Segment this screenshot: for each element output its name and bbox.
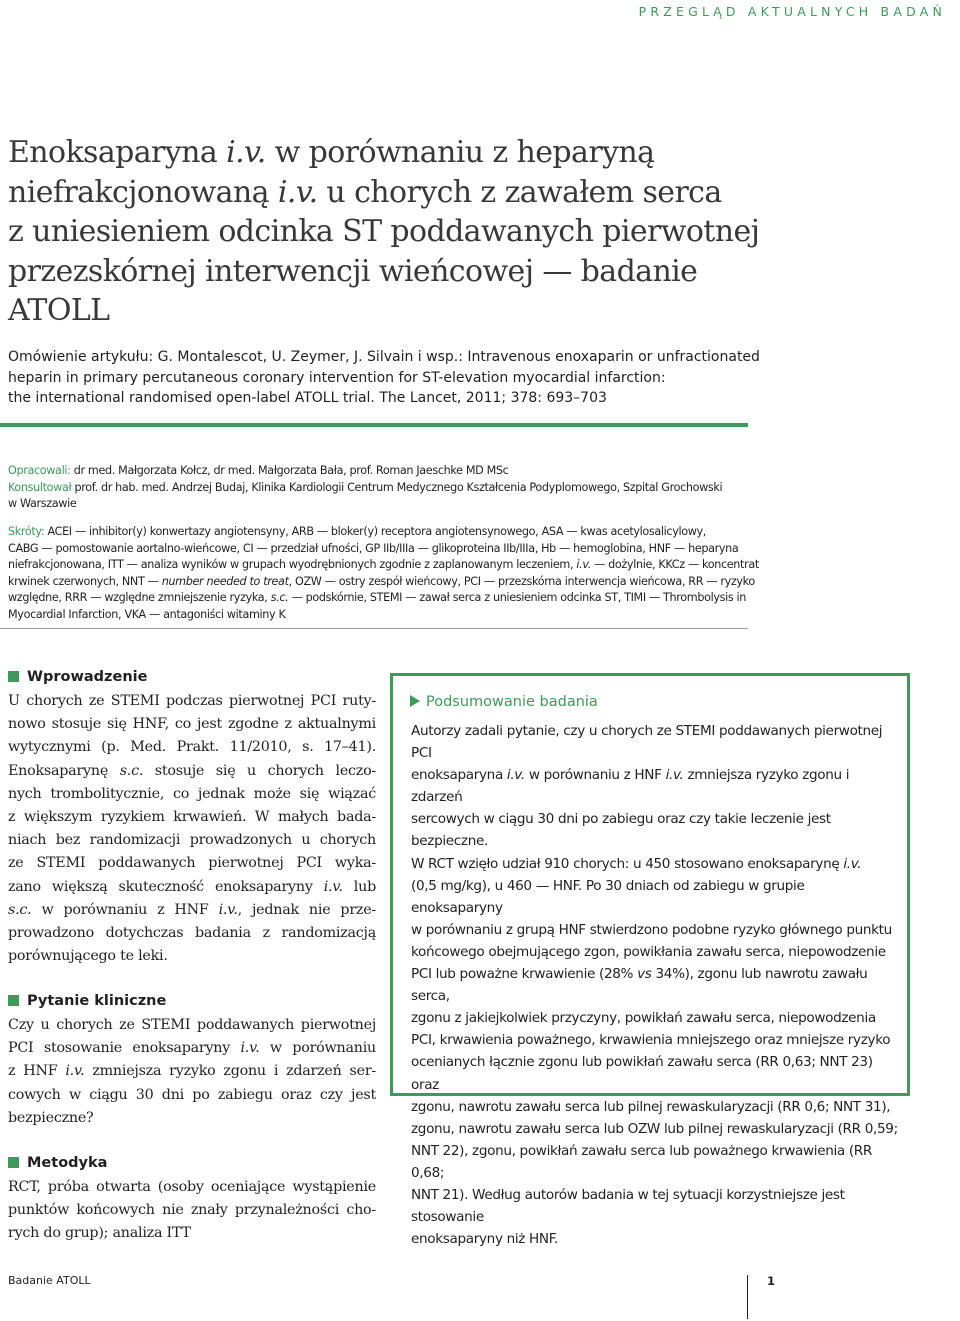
section-divider bbox=[0, 423, 748, 427]
text-line: punktów końcowych nie znały przynależności cho- bbox=[8, 1202, 376, 1219]
intro-heading bbox=[8, 669, 147, 685]
intro-heading-text: Wprowadzenie bbox=[27, 669, 148, 685]
prepared-by-line bbox=[8, 463, 943, 480]
footer-label: Badanie ATOLL bbox=[8, 1274, 91, 1287]
text-line: zano większą skuteczność enoksaparyny i.v. lub bbox=[8, 878, 376, 895]
text-line: z większym ryzykiem krwawień. W małych bada- bbox=[8, 809, 376, 826]
text-line: cowych w ciągu 30 dni po zabiegu oraz czy jest bbox=[8, 1086, 376, 1103]
text-line: sercowych w ciągu 30 dni po zabiegu oraz czy takie leczenie jest bezpieczne. bbox=[411, 811, 831, 850]
article-title bbox=[8, 133, 908, 331]
text-line: porównującego te leki. bbox=[8, 948, 168, 965]
text-line: Czy u chorych ze STEMI poddawanych pierwotnej bbox=[8, 1017, 376, 1033]
prepared-by-label: Opracowali: bbox=[8, 464, 71, 477]
abbreviations-line: niefrakcjonowana, ITT — analiza wyników w grupach wyodrębnionych zgodnie z zaplanowanym leczeniem, i.v. — dożylnie, KKCz — koncentrat bbox=[8, 558, 759, 571]
text-line: z uniesieniem odcinka ST poddawanych pierwotnej bbox=[8, 214, 760, 249]
text-line: PCI stosowanie enoksaparyny i.v. w porównaniu bbox=[8, 1040, 376, 1057]
text-line: enoksaparyny niż HNF. bbox=[411, 1231, 558, 1248]
question-heading-text: Pytanie kliniczne bbox=[27, 993, 167, 1009]
summary-heading bbox=[410, 694, 598, 710]
page-number: 1 bbox=[767, 1274, 776, 1288]
text-line: Autorzy zadali pytanie, czy u chorych ze STEMI poddawanych pierwotnej PCI bbox=[411, 723, 883, 762]
question-heading bbox=[8, 993, 166, 1009]
square-bullet-icon bbox=[8, 995, 19, 1006]
citation-line: Omówienie artykułu: G. Montalescot, U. Zeymer, J. Silvain i wsp.: Intravenous enoxaparin or unfractionated bbox=[8, 349, 760, 365]
consultant-line bbox=[8, 480, 943, 497]
abbreviations-block bbox=[8, 524, 943, 623]
footer-divider bbox=[747, 1275, 748, 1319]
text-line: zgonu, nawrotu zawału serca lub OZW lub pilnej rewaskularyzacji (RR 0,59; bbox=[411, 1120, 898, 1137]
text-line: zgonu, nawrotu zawału serca lub pilnej rewaskularyzacji (RR 0,6; NNT 31), bbox=[411, 1098, 891, 1115]
consultant-affiliation: w Warszawie bbox=[8, 497, 77, 510]
consultant-name: prof. dr hab. med. Andrzej Budaj, Klinika Kardiologii Centrum Medycznego Kształcenia Podyplomowego, Szpital Grochowski bbox=[71, 480, 723, 494]
text-line: RCT, próba otwarta (osoby oceniające wystąpienie bbox=[8, 1179, 376, 1195]
triangle-bullet-icon bbox=[410, 695, 420, 707]
citation-line: the international randomised open-label ATOLL trial. The Lancet, 2011; 378: 693–703 bbox=[8, 390, 607, 406]
text-line: s.c. w porównaniu z HNF i.v., jednak nie prze- bbox=[8, 901, 376, 918]
credits-block bbox=[8, 463, 943, 513]
text-line: ocenianych łącznie zgonu lub powikłań zawału serca (RR 0,63; NNT 23) oraz bbox=[411, 1054, 873, 1093]
text-line: W RCT wzięło udział 910 chorych: u 450 stosowano enoksaparynę i.v. bbox=[411, 855, 862, 872]
consultant-label: Konsultował bbox=[8, 480, 72, 494]
question-text bbox=[8, 1014, 376, 1130]
text-line: enoksaparyna i.v. w porównaniu z HNF i.v. zmniejsza ryzyko zgonu i zdarzeń bbox=[411, 767, 850, 806]
section-header: PRZEGLĄD AKTUALNYCH BADAŃ bbox=[638, 4, 946, 19]
text-line: Enoksaparynę s.c. stosuje się u chorych leczo- bbox=[8, 762, 377, 779]
methods-heading bbox=[8, 1155, 107, 1171]
abbreviations-line bbox=[8, 524, 943, 541]
text-line: nych trombolitycznie, co jednak może się wiązać bbox=[8, 785, 376, 802]
article-review-citation bbox=[8, 347, 938, 409]
methods-text bbox=[8, 1176, 376, 1246]
text-line: przezskórnej interwencji wieńcowej — badanie bbox=[8, 253, 698, 289]
summary-text bbox=[411, 720, 899, 1250]
intro-text bbox=[8, 690, 376, 968]
text-line: PCI, krwawienia poważnego, krwawienia mniejszego oraz mniejsze ryzyko bbox=[411, 1032, 891, 1049]
text-line: niach bez randomizacji prowadzonych u chorych bbox=[8, 832, 376, 849]
text-line: U chorych ze STEMI podczas pierwotnej PCI ruty- bbox=[8, 693, 376, 709]
text-line: ze STEMI poddawanych pierwotnej PCI wyka- bbox=[8, 855, 376, 872]
text-line: rych do grup); analiza ITT bbox=[8, 1225, 191, 1242]
section-divider-thin bbox=[0, 628, 748, 629]
methods-heading-text: Metodyka bbox=[27, 1155, 108, 1171]
abbreviations-first-line: ACEI — inhibitor(y) konwertazy angiotensyny, ARB — bloker(y) receptora angiotensynowego, ASA — kwas acetylosalicylowy, bbox=[44, 525, 707, 538]
abbreviations-line: Myocardial Infarction, VKA — antagoniści witaminy K bbox=[8, 607, 286, 621]
summary-heading-text: Podsumowanie badania bbox=[426, 694, 598, 710]
text-line: ATOLL bbox=[8, 293, 110, 328]
text-line: z HNF i.v. zmniejsza ryzyko zgonu i zdarzeń ser- bbox=[8, 1063, 376, 1080]
text-line: bezpieczne? bbox=[8, 1109, 94, 1126]
text-line: NNT 22), zgonu, powikłań zawału serca lub poważnego krwawienia (RR 0,68; bbox=[411, 1142, 872, 1181]
text-line: w porównaniu z grupą HNF stwierdzono podobne ryzyko głównego punktu bbox=[411, 921, 892, 938]
text-line: niefrakcjonowaną i.v. u chorych z zawałem serca bbox=[8, 174, 722, 210]
text-line: zgonu z jakiejkolwiek przyczyny, powikłań zawału serca, niepowodzenia bbox=[411, 1010, 876, 1027]
abbreviations-label: Skróty: bbox=[8, 525, 45, 538]
text-line: PCI lub poważne krwawienie (28% vs 34%), zgonu lub nawrotu zawału serca, bbox=[411, 966, 868, 1005]
text-line: wytycznymi (p. Med. Prakt. 11/2010, s. 17–41). bbox=[8, 739, 376, 756]
text-line: końcowego obejmującego zgon, powikłania zawału serca, niepowodzenie bbox=[411, 943, 886, 960]
abbreviations-line: CABG — pomostowanie aortalno-wieńcowe, CI — przedział ufności, GP IIb/IIIa — glikoproteina IIb/IIIa, Hb — hemoglobina, HNF — heparyna bbox=[8, 541, 739, 555]
citation-line: heparin in primary percutaneous coronary intervention for ST-elevation myocardial infarction: bbox=[8, 369, 666, 386]
text-line: Enoksaparyna i.v. w porównaniu z heparyną bbox=[8, 135, 655, 170]
prepared-by-names: dr med. Małgorzata Kołcz, dr med. Małgorzata Bała, prof. Roman Jaeschke MD MSc bbox=[70, 464, 509, 477]
text-line: prowadzono dotychczas badania z randomizacją bbox=[8, 925, 376, 942]
square-bullet-icon bbox=[8, 671, 19, 682]
text-line: (0,5 mg/kg), u 460 — HNF. Po 30 dniach od zabiegu w grupie enoksaparyny bbox=[411, 877, 805, 916]
abbreviations-line: krwinek czerwonych, NNT — number needed to treat, OZW — ostry zespół wieńcowy, PCI — przezskórna interwencja wieńcowa, RR — ryzyko bbox=[8, 574, 755, 588]
abbreviations-line: względne, RRR — względne zmniejszenie ryzyka, s.c. — podskórnie, STEMI — zawał serca z uniesieniem odcinka ST, TIMI — Thrombolysis in bbox=[8, 591, 747, 604]
square-bullet-icon bbox=[8, 1157, 19, 1168]
text-line: NNT 21). Według autorów badania w tej sytuacji korzystniejsze jest stosowanie bbox=[411, 1186, 845, 1226]
text-line: nowo stosuje się HNF, co jest zgodne z aktualnymi bbox=[8, 716, 376, 733]
